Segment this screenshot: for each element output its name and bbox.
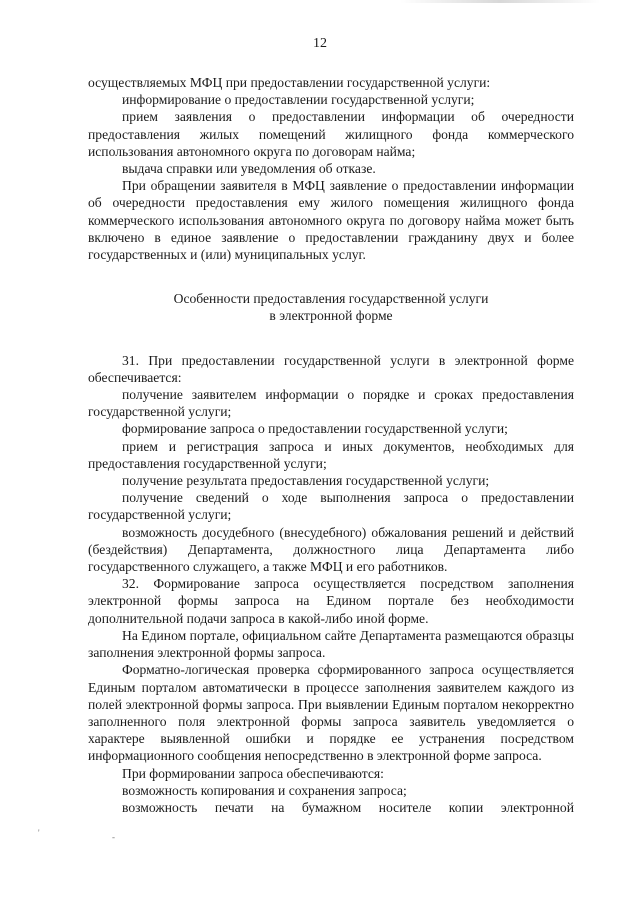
paragraph: формирование запроса о предоставлении государственной услуги; bbox=[122, 421, 508, 437]
paragraph: осуществляемых МФЦ при предоставлении государственной услуги: bbox=[88, 75, 491, 90]
paragraph: При формировании запроса обеспечиваются: bbox=[122, 765, 384, 781]
paragraph: информирование о предоставлении государственной услуги; bbox=[122, 92, 475, 108]
paragraph: При обращении заявителя в МФЦ заявление о предоставлении информации об очередности предоставления ему жилого помещения жилищного фонда коммерческого использования автономного округа по договору найма может быть включено в единое заявление о предоставлении гражданину двух и более государственных и (или) муниципальных услуг. bbox=[88, 178, 574, 263]
paragraph: получение сведений о ходе выполнения запроса о предоставлении государственной услуги; bbox=[88, 490, 574, 523]
paragraph: возможность печати на бумажном носителе копии электронной bbox=[122, 799, 574, 815]
paragraph: Форматно-логическая проверка сформированного запроса осуществляется Единым порталом автоматически в процессе заполнения заявителем каждого из полей электронной формы запроса. При выявлении Единым порталом некорректно заполненного поля электронной формы запроса заявитель уведомляется о характере выявленной ошибки и порядке ее устранения посредством информационного сообщения непосредственно в электронной форме запроса. bbox=[88, 662, 574, 764]
section-heading-line-1: Особенности предоставления государственной услуги bbox=[173, 291, 489, 307]
paragraph: прием заявления о предоставлении информации об очередности предоставления жилых помещений жилищного фонда коммерческого использования автономного округа по договорам найма; bbox=[88, 109, 574, 159]
paragraph: прием и регистрация запроса и иных документов, необходимых для предоставления государственной услуги; bbox=[88, 438, 574, 471]
scan-mark-dash: - bbox=[112, 832, 115, 842]
page-number: 12 bbox=[313, 36, 327, 51]
document-body bbox=[88, 74, 574, 816]
paragraph: выдача справки или уведомления об отказе. bbox=[122, 161, 376, 177]
paragraph: возможность досудебного (внесудебного) обжалования решений и действий (бездействия) Департамента, должностного лица Департамента либо государственного служащего, а также МФЦ и его работников. bbox=[88, 524, 574, 575]
scan-artifact bbox=[400, 0, 600, 3]
scan-mark-dot: ' bbox=[38, 828, 40, 838]
section-mfc-services bbox=[88, 74, 574, 263]
section-heading-line-2: в электронной форме bbox=[269, 308, 393, 324]
paragraph: возможность копирования и сохранения запроса; bbox=[122, 782, 407, 798]
paragraph: 31. При предоставлении государственной услуги в электронной форме обеспечивается: bbox=[88, 352, 574, 385]
section-heading bbox=[88, 290, 574, 324]
paragraph: 32. Формирование запроса осуществляется посредством заполнения электронной формы запроса на Едином портале без необходимости дополнительной подачи запроса в какой-либо иной форме. bbox=[88, 576, 574, 626]
paragraph: получение заявителем информации о порядке и сроках предоставления государственной услуги; bbox=[88, 387, 574, 420]
paragraph: получение результата предоставления государственной услуги; bbox=[122, 473, 490, 489]
section-electronic-form bbox=[88, 352, 574, 816]
paragraph: На Едином портале, официальном сайте Департамента размещаются образцы заполнения электронной формы запроса. bbox=[88, 627, 574, 661]
